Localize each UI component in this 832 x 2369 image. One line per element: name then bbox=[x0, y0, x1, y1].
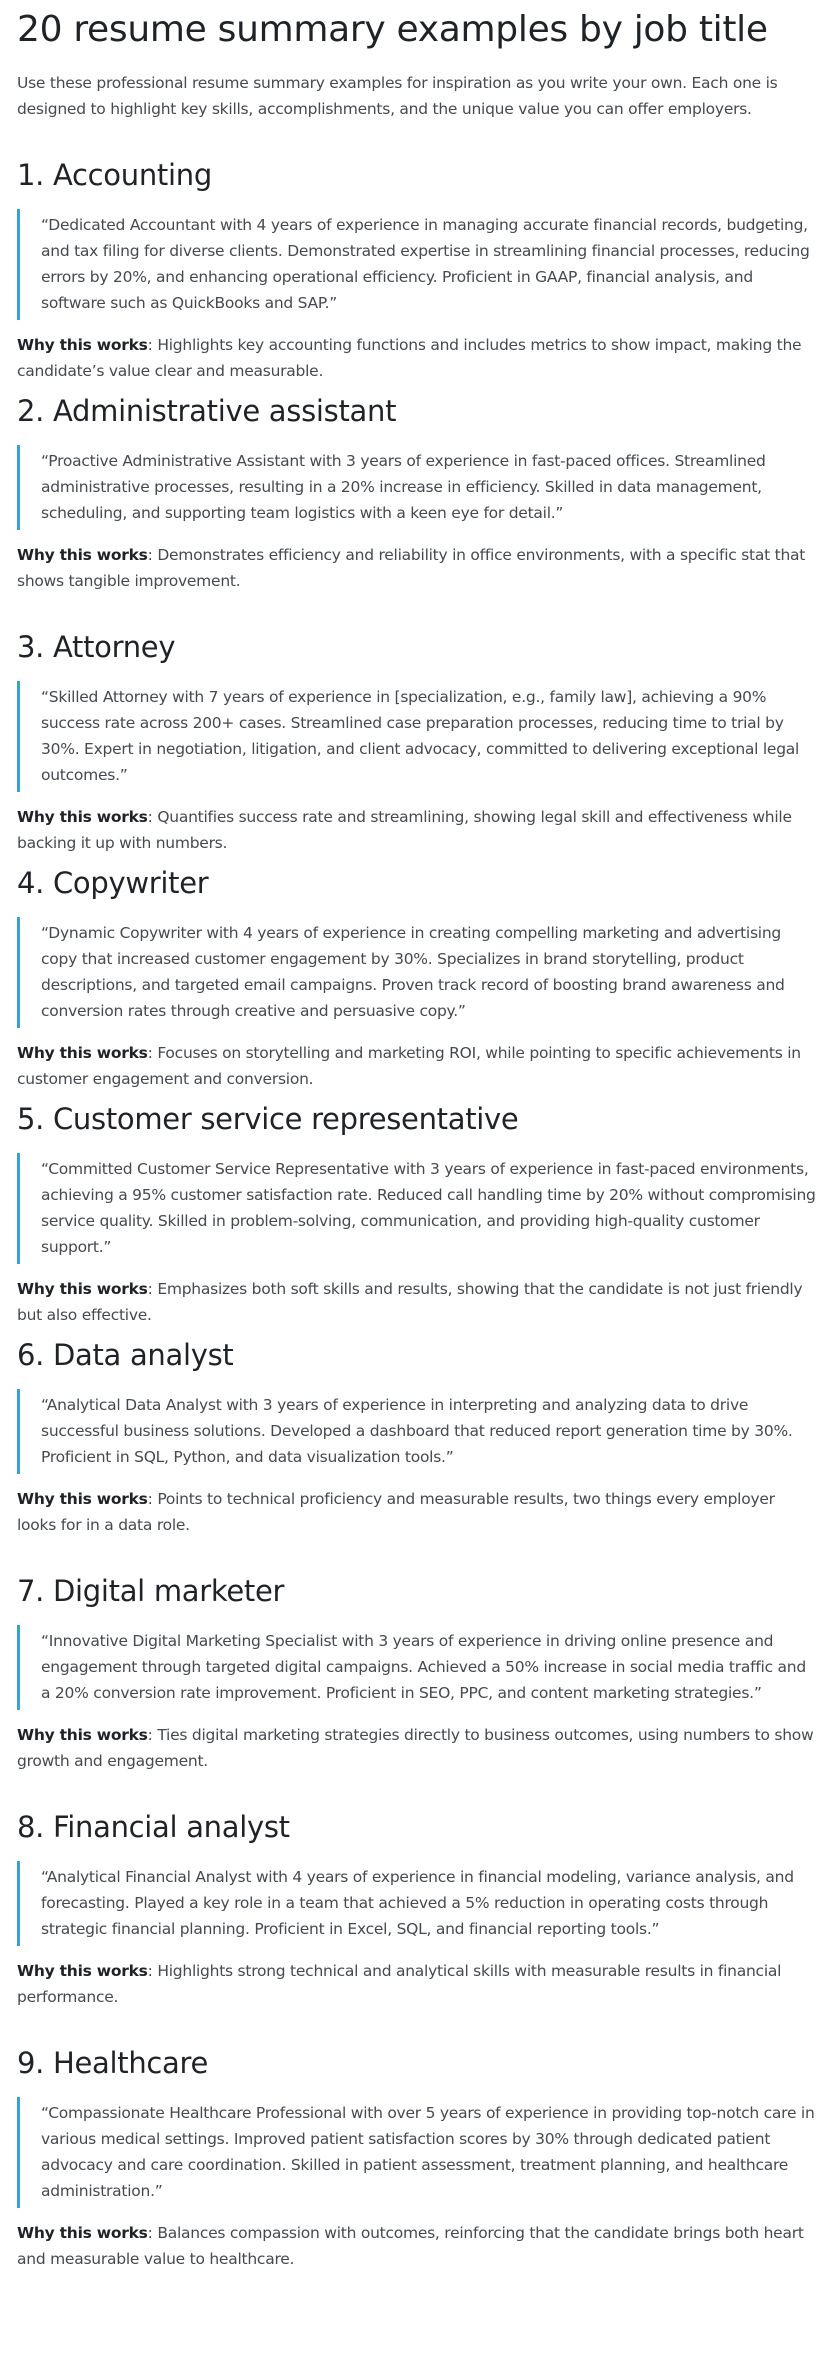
example-quote: “Compassionate Healthcare Professional with over 5 years of experience in providing top-notch care in various medical settings. Improved patient satisfaction scores by 30% through dedicated patient advocacy and care coordination. Skilled in patient assessment, treatment planning, and healthcare administration.” bbox=[17, 2097, 816, 2208]
why-text: : Balances compassion with outcomes, reinforcing that the candidate brings both heart and measurable value to healthcare. bbox=[17, 2224, 804, 2268]
why-text: : Highlights key accounting functions and includes metrics to show impact, making the candidate’s value clear and measurable. bbox=[17, 336, 802, 380]
example-copywriter bbox=[17, 861, 816, 1097]
example-quote: “Analytical Financial Analyst with 4 years of experience in financial modeling, variance analysis, and forecasting. Played a key role in a team that achieved a 5% reduction in operating costs through strategic financial planning. Proficient in Excel, SQL, and financial reporting tools.” bbox=[17, 1861, 816, 1946]
why-this-works bbox=[17, 1276, 816, 1328]
example-accounting bbox=[17, 153, 816, 389]
why-this-works bbox=[17, 1040, 816, 1092]
why-this-works bbox=[17, 1958, 816, 2010]
example-quote: “Analytical Data Analyst with 3 years of experience in interpreting and analyzing data to drive successful business solutions. Developed a dashboard that reduced report generation time by 30%. Proficient in SQL, Python, and data visualization tools.” bbox=[17, 1389, 816, 1474]
example-administrative-assistant bbox=[17, 389, 816, 625]
example-heading: 2. Administrative assistant bbox=[17, 394, 397, 428]
example-healthcare bbox=[17, 2041, 816, 2277]
example-customer-service-representative bbox=[17, 1097, 816, 1333]
example-quote: “Dynamic Copywriter with 4 years of experience in creating compelling marketing and advertising copy that increased customer engagement by 30%. Specializes in brand storytelling, product descriptions, and targeted email campaigns. Proven track record of boosting brand awareness and conversion rates through creative and persuasive copy.” bbox=[17, 917, 816, 1028]
why-text: : Points to technical proficiency and measurable results, two things every employer looks for in a data role. bbox=[17, 1490, 775, 1534]
example-heading: 5. Customer service representative bbox=[17, 1102, 519, 1136]
why-this-works bbox=[17, 2220, 816, 2272]
why-label: Why this works bbox=[17, 1280, 148, 1298]
intro-paragraph: Use these professional resume summary examples for inspiration as you write your own. Each one is designed to highlight key skills, accomplishments, and the unique value you can offer employers. bbox=[17, 74, 778, 118]
example-heading: 9. Healthcare bbox=[17, 2046, 209, 2080]
example-quote: “Innovative Digital Marketing Specialist with 3 years of experience in driving online presence and engagement through targeted digital campaigns. Achieved a 50% increase in social media traffic and a 20% conversion rate improvement. Proficient in SEO, PPC, and content marketing strategies.” bbox=[17, 1625, 816, 1710]
example-quote: “Dedicated Accountant with 4 years of experience in managing accurate financial records, budgeting, and tax filing for diverse clients. Demonstrated expertise in streamlining financial processes, reducing errors by 20%, and enhancing operational efficiency. Proficient in GAAP, financial analysis, and software such as QuickBooks and SAP.” bbox=[17, 209, 816, 320]
why-text: : Ties digital marketing strategies directly to business outcomes, using numbers to show growth and engagement. bbox=[17, 1726, 814, 1770]
why-this-works bbox=[17, 804, 816, 856]
example-attorney bbox=[17, 625, 816, 861]
example-quote: “Proactive Administrative Assistant with 3 years of experience in fast-paced offices. Streamlined administrative processes, resulting in a 20% increase in efficiency. Skilled in data management, scheduling, and supporting team logistics with a keen eye for detail.” bbox=[17, 445, 816, 530]
why-label: Why this works bbox=[17, 546, 148, 564]
why-this-works bbox=[17, 1486, 816, 1538]
example-heading: 4. Copywriter bbox=[17, 866, 209, 900]
example-heading: 6. Data analyst bbox=[17, 1338, 234, 1372]
example-heading: 8. Financial analyst bbox=[17, 1810, 290, 1844]
example-quote: “Skilled Attorney with 7 years of experience in [specialization, e.g., family law], achieving a 90% success rate across 200+ cases. Streamlined case preparation processes, reducing time to trial by 30%. Expert in negotiation, litigation, and client advocacy, committed to delivering exceptional legal outcomes.” bbox=[17, 681, 816, 792]
why-text: : Focuses on storytelling and marketing ROI, while pointing to specific achievements in customer engagement and conversion. bbox=[17, 1044, 801, 1088]
why-this-works bbox=[17, 1722, 816, 1774]
why-this-works bbox=[17, 332, 816, 384]
why-label: Why this works bbox=[17, 1962, 148, 1980]
example-heading: 3. Attorney bbox=[17, 630, 176, 664]
page-title: 20 resume summary examples by job title bbox=[17, 9, 768, 50]
example-data-analyst bbox=[17, 1333, 816, 1569]
example-digital-marketer bbox=[17, 1569, 816, 1805]
why-text: : Highlights strong technical and analytical skills with measurable results in financial performance. bbox=[17, 1962, 782, 2006]
example-quote: “Committed Customer Service Representative with 3 years of experience in fast-paced environments, achieving a 95% customer satisfaction rate. Reduced call handling time by 20% without compromising service quality. Skilled in problem-solving, communication, and providing high-quality customer support.” bbox=[17, 1153, 816, 1264]
example-financial-analyst bbox=[17, 1805, 816, 2041]
why-label: Why this works bbox=[17, 2224, 148, 2242]
why-this-works bbox=[17, 542, 816, 594]
why-label: Why this works bbox=[17, 1044, 148, 1062]
why-label: Why this works bbox=[17, 1490, 148, 1508]
why-text: : Quantifies success rate and streamlining, showing legal skill and effectiveness while backing it up with numbers. bbox=[17, 808, 792, 852]
example-heading: 1. Accounting bbox=[17, 158, 212, 192]
why-label: Why this works bbox=[17, 808, 148, 826]
example-heading: 7. Digital marketer bbox=[17, 1574, 285, 1608]
why-label: Why this works bbox=[17, 336, 148, 354]
why-label: Why this works bbox=[17, 1726, 148, 1744]
why-text: : Demonstrates efficiency and reliability in office environments, with a specific stat that shows tangible improvement. bbox=[17, 546, 806, 590]
examples-list bbox=[17, 153, 816, 2277]
why-text: : Emphasizes both soft skills and results, showing that the candidate is not just friendly but also effective. bbox=[17, 1280, 803, 1324]
